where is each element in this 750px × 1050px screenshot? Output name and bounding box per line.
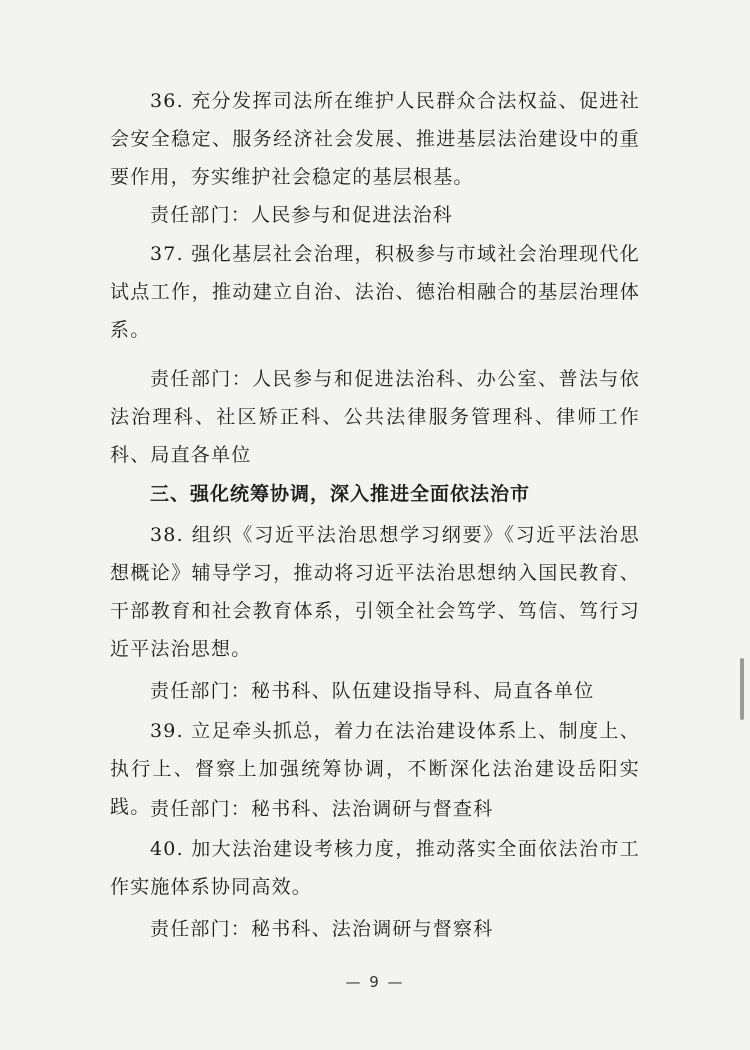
paragraph-36: 36. 充分发挥司法所在维护人民群众合法权益、促进社会安全稳定、服务经济社会发展、推进基层法治建设中的重要作用，夯实维护社会稳定的基层根基。 (110, 90, 640, 188)
responsibility-37: 责任部门：人民参与和促进法治科、办公室、普法与依法治理科、社区矫正科、公共法律服务管理科、律师工作科、局直各单位 (110, 368, 640, 466)
responsibility-39: 责任部门：秘书科、法治调研与督查科 (150, 798, 494, 820)
page-number: — 9 — (345, 973, 405, 991)
section-heading: 三、强化统筹协调，深入推进全面依法治市 (150, 483, 531, 505)
responsibility-36: 责任部门：人民参与和促进法治科 (150, 204, 454, 226)
paragraph-38: 38. 组织《习近平法治思想学习纲要》《习近平法治思想概论》辅导学习，推动将习近平法治思想纳入国民教育、干部教育和社会教育体系，引领全社会笃学、笃信、笃行习近平法治思想。 (110, 524, 640, 660)
paragraph-39: 39. 立足牵头抓总，着力在法治建设体系上、制度上、执行上、督察上加强统筹协调，不断深化法治建设岳阳实践。 (110, 720, 640, 818)
paragraph-37: 37. 强化基层社会治理，积极参与市域社会治理现代化试点工作，推动建立自治、法治、德治相融合的基层治理体系。 (110, 243, 640, 341)
paragraph-40: 40. 加大法治建设考核力度，推动落实全面依法治市工作实施体系协同高效。 (110, 838, 640, 898)
responsibility-40: 责任部门：秘书科、法治调研与督察科 (150, 918, 494, 940)
responsibility-38: 责任部门：秘书科、队伍建设指导科、局直各单位 (150, 680, 595, 702)
scrollbar[interactable] (740, 658, 744, 720)
